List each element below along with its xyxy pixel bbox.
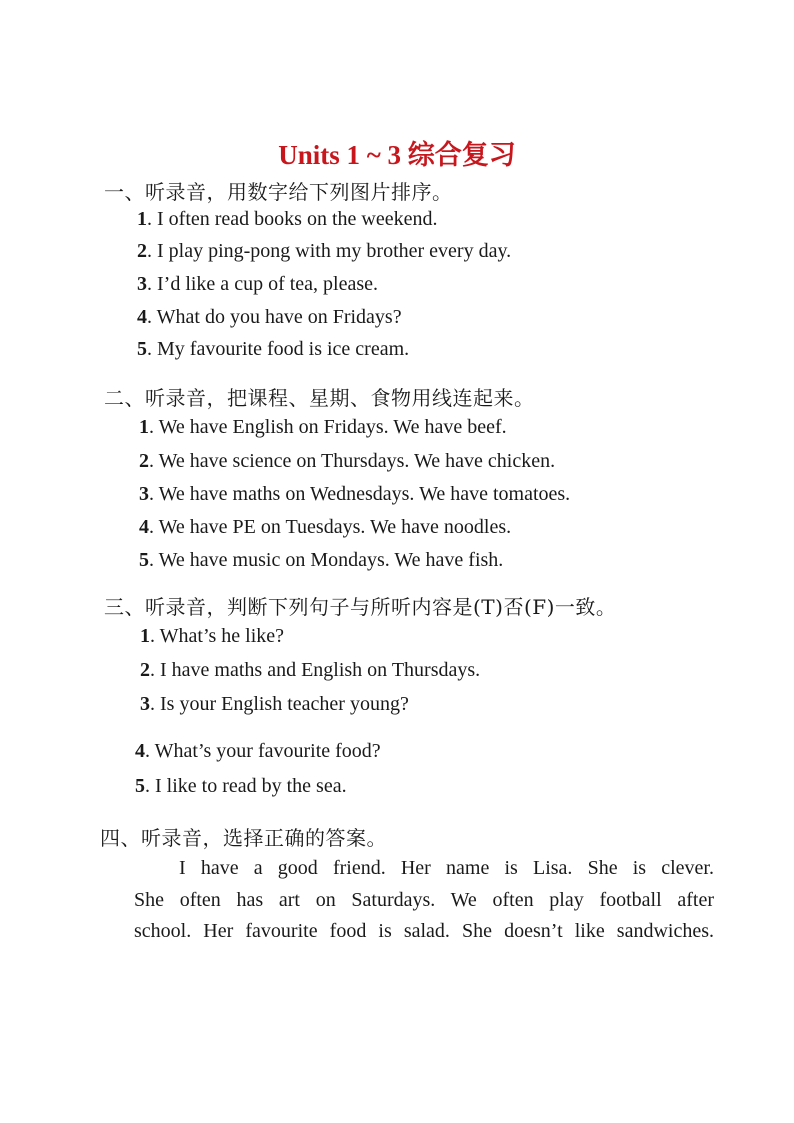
item-number: 1 bbox=[139, 416, 149, 438]
item-number: 2 bbox=[137, 240, 147, 262]
section-1-item-4 bbox=[137, 306, 402, 329]
item-number: 3 bbox=[137, 273, 147, 295]
item-number: 1 bbox=[140, 625, 150, 647]
passage-line: I have a good friend. Her name is Lisa. She is clever. bbox=[179, 857, 714, 879]
item-number: 4 bbox=[135, 740, 145, 762]
item-text: . We have music on Mondays. We have fish. bbox=[149, 549, 504, 571]
section-3-item-1 bbox=[140, 625, 284, 648]
passage-line: She often has art on Saturdays. We often play football after bbox=[134, 888, 714, 911]
item-text: . What do you have on Fridays? bbox=[147, 306, 402, 328]
item-text: . Is your English teacher young? bbox=[150, 693, 409, 715]
item-text: . I have maths and English on Thursdays. bbox=[150, 659, 481, 681]
item-number: 2 bbox=[139, 450, 149, 472]
item-text: . My favourite food is ice cream. bbox=[147, 338, 410, 360]
section-3-item-3 bbox=[140, 693, 409, 716]
item-text: . I like to read by the sea. bbox=[145, 775, 347, 797]
item-number: 3 bbox=[140, 693, 150, 715]
passage-line: school. Her favourite food is salad. She doesn’t like sandwiches. bbox=[134, 920, 714, 942]
item-text: . I often read books on the weekend. bbox=[147, 208, 438, 230]
section-1-item-2 bbox=[137, 240, 511, 263]
item-number: 5 bbox=[135, 775, 145, 797]
section-1-heading: 一、听录音，用数字给下列图片排序。 bbox=[104, 180, 453, 204]
section-1-item-5 bbox=[137, 338, 409, 361]
section-3-item-4 bbox=[135, 740, 381, 763]
item-text: . We have science on Thursdays. We have chicken. bbox=[149, 450, 556, 472]
section-3-item-2 bbox=[140, 659, 480, 682]
section-1-item-1 bbox=[137, 208, 437, 231]
item-number: 3 bbox=[139, 483, 149, 505]
section-3-heading: 三、听录音，判断下列句子与所听内容是(T)否(F)一致。 bbox=[104, 595, 617, 619]
section-4-heading: 四、听录音，选择正确的答案。 bbox=[100, 826, 387, 850]
page-title: Units 1 ~ 3 综合复习 bbox=[278, 140, 516, 170]
section-2-item-4 bbox=[139, 516, 511, 539]
item-text: . What’s your favourite food? bbox=[145, 740, 381, 762]
item-number: 1 bbox=[137, 208, 147, 230]
section-3-item-5 bbox=[135, 775, 347, 798]
reading-passage bbox=[134, 853, 714, 948]
item-number: 2 bbox=[140, 659, 150, 681]
section-2-heading: 二、听录音，把课程、星期、食物用线连起来。 bbox=[104, 386, 535, 410]
item-number: 4 bbox=[137, 306, 147, 328]
item-text: . I play ping-pong with my brother every day. bbox=[147, 240, 512, 262]
item-number: 5 bbox=[137, 338, 147, 360]
section-2-item-2 bbox=[139, 450, 555, 473]
item-number: 5 bbox=[139, 549, 149, 571]
item-number: 4 bbox=[139, 516, 149, 538]
item-text: . We have English on Fridays. We have beef. bbox=[149, 416, 507, 438]
item-text: . We have maths on Wednesdays. We have tomatoes. bbox=[149, 483, 571, 505]
section-2-item-1 bbox=[139, 416, 507, 439]
item-text: . What’s he like? bbox=[150, 625, 285, 647]
item-text: . I’d like a cup of tea, please. bbox=[147, 273, 379, 295]
section-2-item-3 bbox=[139, 483, 570, 506]
item-text: . We have PE on Tuesdays. We have noodles. bbox=[149, 516, 512, 538]
section-2-item-5 bbox=[139, 549, 503, 572]
section-1-item-3 bbox=[137, 273, 378, 296]
